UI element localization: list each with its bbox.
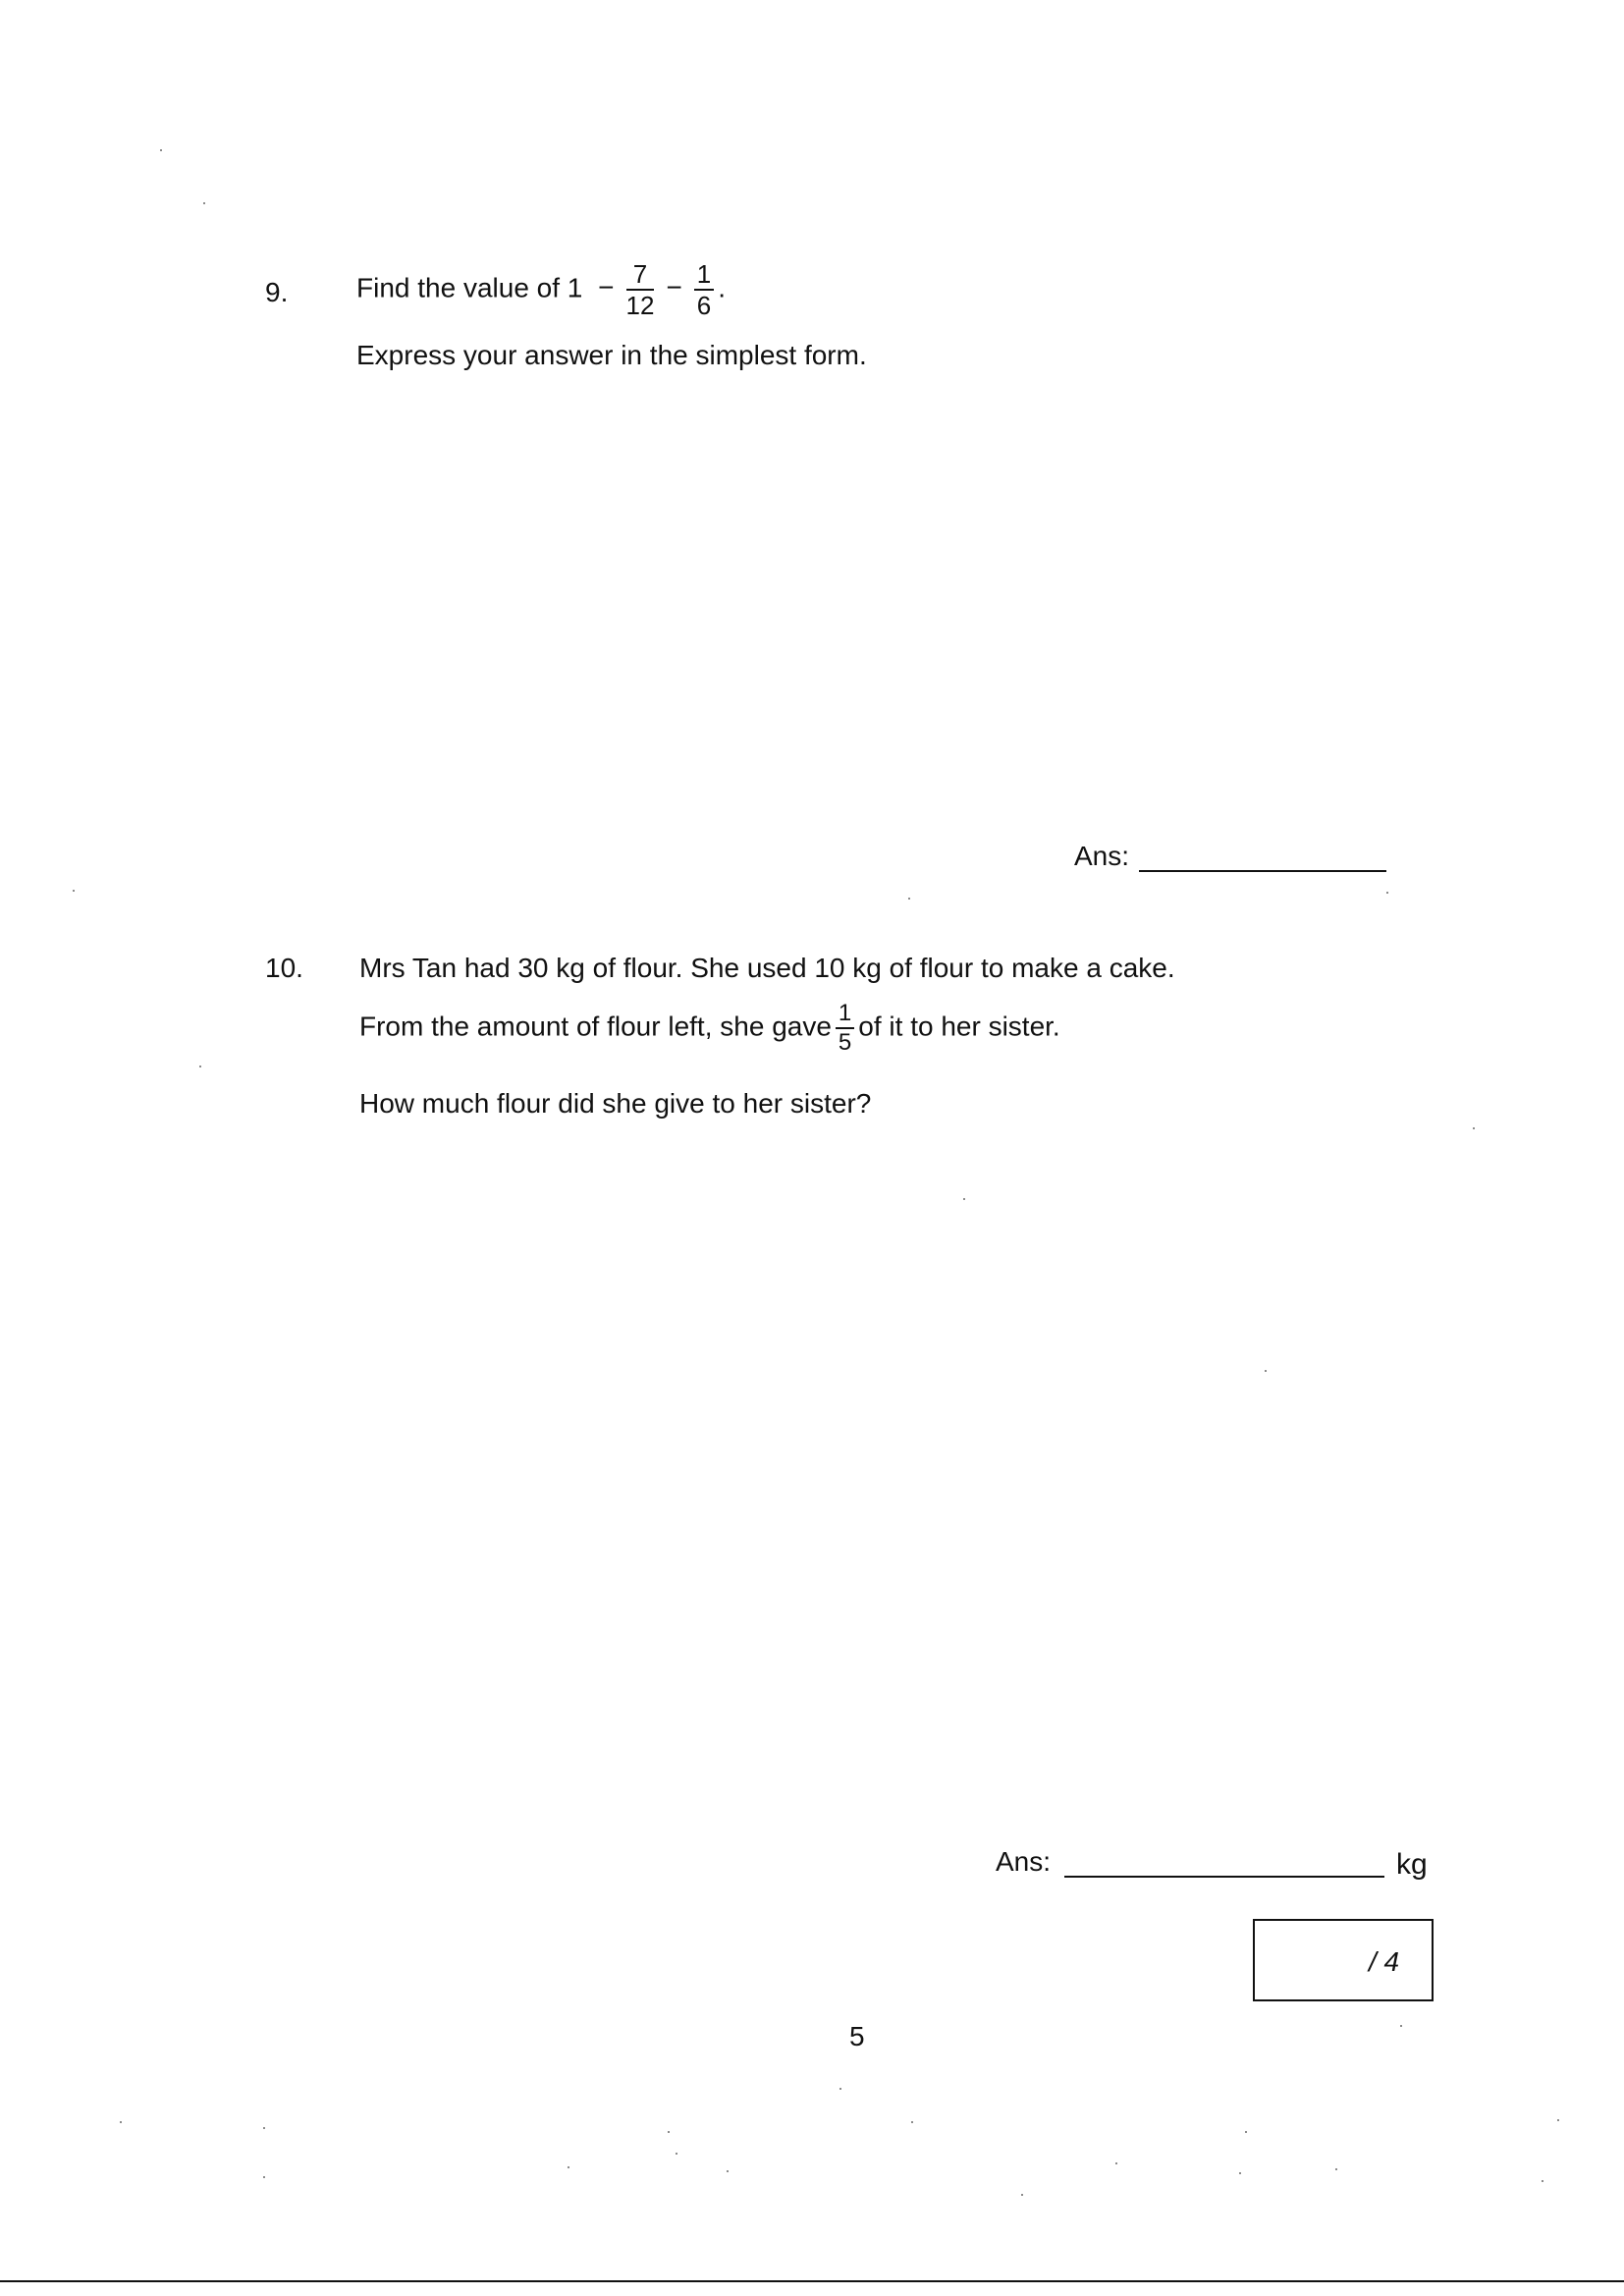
scan-speck xyxy=(1557,2119,1559,2121)
scan-speck xyxy=(1239,2172,1241,2174)
scan-speck xyxy=(203,202,205,204)
scan-speck xyxy=(908,898,910,900)
question-10-line-2 xyxy=(359,1002,1060,1055)
fraction-denominator: 6 xyxy=(696,291,712,320)
scan-speck xyxy=(263,2176,265,2178)
fraction-numerator: 1 xyxy=(836,1002,854,1029)
scan-speck xyxy=(1245,2131,1247,2133)
scan-speck xyxy=(1335,2168,1337,2170)
scan-speck xyxy=(668,2131,670,2133)
scan-speck xyxy=(911,2121,913,2123)
page-number: 5 xyxy=(849,2021,865,2051)
question-9-prefix: Find the value of 1 xyxy=(356,272,583,303)
scan-speck xyxy=(1265,1370,1267,1372)
question-10-line-1: Mrs Tan had 30 kg of flour. She used 10 kg of flour to make a cake. xyxy=(359,953,1175,983)
scan-speck xyxy=(839,2088,841,2090)
marks-box xyxy=(1253,1919,1434,2001)
scan-speck xyxy=(1386,892,1388,894)
question-9-answer-line[interactable] xyxy=(1139,870,1386,872)
question-10-answer-line[interactable] xyxy=(1064,1876,1384,1878)
scan-speck xyxy=(199,1066,201,1067)
scan-speck xyxy=(1115,2162,1117,2164)
question-10-line-3: How much flour did she give to her sister? xyxy=(359,1088,872,1119)
fraction-7-12 xyxy=(626,261,655,318)
scan-speck xyxy=(568,2166,569,2168)
question-10-number: 10. xyxy=(265,953,303,983)
question-10-line-2-start: From the amount of flour left, she gave xyxy=(359,1011,832,1042)
scan-speck xyxy=(963,1198,965,1200)
question-10-line-2-end: of it to her sister. xyxy=(858,1011,1060,1042)
fraction-denominator: 5 xyxy=(838,1029,852,1056)
fraction-denominator: 12 xyxy=(625,291,655,320)
question-9-expression xyxy=(356,261,726,318)
fraction-numerator: 1 xyxy=(694,261,714,291)
question-10-unit: kg xyxy=(1396,1848,1428,1881)
scan-speck xyxy=(1473,1127,1475,1129)
scan-speck xyxy=(120,2121,122,2123)
question-9-number: 9. xyxy=(265,277,289,307)
scan-speck xyxy=(1542,2180,1543,2182)
fraction-numerator: 7 xyxy=(626,261,655,291)
fraction-1-5 xyxy=(836,1002,854,1055)
scan-speck xyxy=(73,890,75,892)
scan-speck xyxy=(263,2127,265,2129)
question-10-answer-label: Ans: xyxy=(996,1846,1052,1877)
question-9-instruction: Express your answer in the simplest form. xyxy=(356,340,867,370)
marks-total: / 4 xyxy=(1369,1946,1400,1977)
scan-speck xyxy=(676,2153,677,2155)
scan-speck xyxy=(727,2170,729,2172)
question-9-period: . xyxy=(718,272,727,303)
bottom-rule xyxy=(0,2280,1624,2282)
scan-speck xyxy=(1021,2194,1023,2196)
question-9-answer-label: Ans: xyxy=(1074,841,1130,871)
minus-sign: − xyxy=(666,272,682,303)
minus-sign: − xyxy=(598,272,615,303)
scan-speck xyxy=(1400,2025,1402,2027)
fraction-1-6 xyxy=(694,261,714,318)
scan-speck xyxy=(160,149,162,151)
